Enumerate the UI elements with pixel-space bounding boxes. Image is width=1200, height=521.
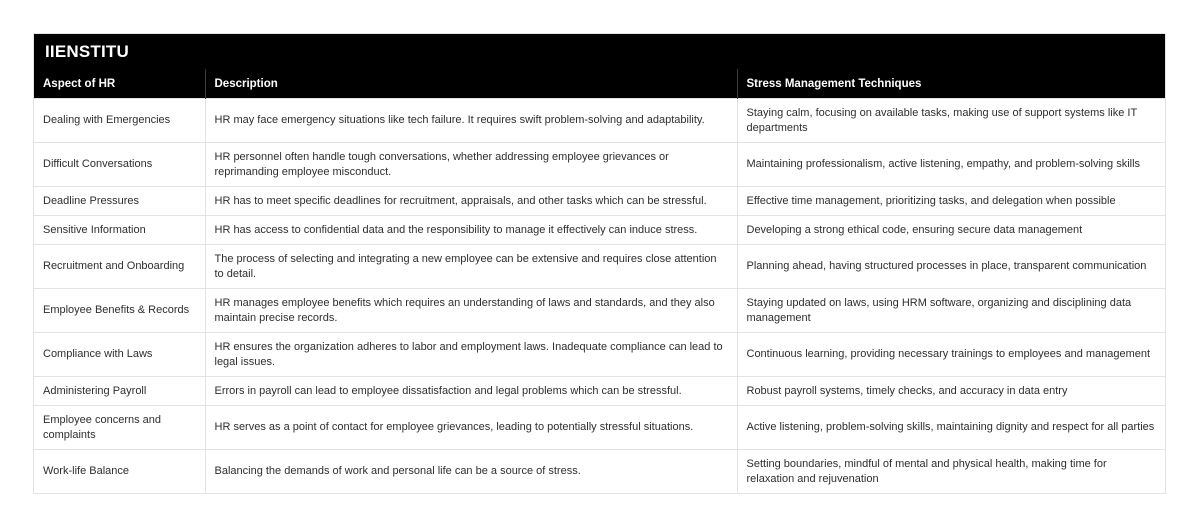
cell-techniques: Setting boundaries, mindful of mental and physical health, making time for relaxation and rejuvenation [737, 450, 1165, 494]
table-row [34, 450, 1165, 494]
table-row [34, 143, 1165, 187]
cell-description: The process of selecting and integrating a new employee can be extensive and requires close attention to detail. [205, 245, 737, 289]
header-techniques: Stress Management Techniques [737, 69, 1165, 99]
cell-techniques: Maintaining professionalism, active listening, empathy, and problem-solving skills [737, 143, 1165, 187]
cell-techniques: Developing a strong ethical code, ensuring secure data management [737, 216, 1165, 245]
table-row [34, 216, 1165, 245]
cell-techniques: Effective time management, prioritizing tasks, and delegation when possible [737, 187, 1165, 216]
header-row [34, 69, 1165, 99]
cell-description: HR has to meet specific deadlines for recruitment, appraisals, and other tasks which can be stressful. [205, 187, 737, 216]
brand-title: IIENSTITU [34, 34, 1165, 69]
cell-aspect: Compliance with Laws [34, 333, 205, 377]
cell-aspect: Administering Payroll [34, 377, 205, 406]
table-row [34, 99, 1165, 143]
cell-aspect: Employee concerns and complaints [34, 406, 205, 450]
header-aspect: Aspect of HR [34, 69, 205, 99]
cell-techniques: Staying updated on laws, using HRM software, organizing and disciplining data management [737, 289, 1165, 333]
cell-description: Errors in payroll can lead to employee dissatisfaction and legal problems which can be stressful. [205, 377, 737, 406]
table-row [34, 289, 1165, 333]
cell-techniques: Active listening, problem-solving skills, maintaining dignity and respect for all parties [737, 406, 1165, 450]
cell-description: Balancing the demands of work and personal life can be a source of stress. [205, 450, 737, 494]
header-description: Description [205, 69, 737, 99]
hr-stress-table [34, 69, 1165, 493]
cell-description: HR manages employee benefits which requires an understanding of laws and standards, and they also maintain precise records. [205, 289, 737, 333]
cell-aspect: Dealing with Emergencies [34, 99, 205, 143]
cell-aspect: Deadline Pressures [34, 187, 205, 216]
table-header [34, 69, 1165, 99]
table-row [34, 245, 1165, 289]
table-body [34, 99, 1165, 494]
cell-aspect: Work-life Balance [34, 450, 205, 494]
table-row [34, 406, 1165, 450]
hr-stress-table-card [33, 33, 1166, 494]
cell-description: HR serves as a point of contact for employee grievances, leading to potentially stressful situations. [205, 406, 737, 450]
cell-techniques: Continuous learning, providing necessary trainings to employees and management [737, 333, 1165, 377]
cell-aspect: Employee Benefits & Records [34, 289, 205, 333]
table-row [34, 333, 1165, 377]
cell-description: HR ensures the organization adheres to labor and employment laws. Inadequate compliance can lead to legal issues. [205, 333, 737, 377]
cell-techniques: Robust payroll systems, timely checks, and accuracy in data entry [737, 377, 1165, 406]
cell-description: HR personnel often handle tough conversations, whether addressing employee grievances or reprimanding employee misconduct. [205, 143, 737, 187]
cell-description: HR may face emergency situations like tech failure. It requires swift problem-solving and adaptability. [205, 99, 737, 143]
cell-techniques: Planning ahead, having structured processes in place, transparent communication [737, 245, 1165, 289]
cell-description: HR has access to confidential data and the responsibility to manage it effectively can induce stress. [205, 216, 737, 245]
cell-aspect: Sensitive Information [34, 216, 205, 245]
cell-techniques: Staying calm, focusing on available tasks, making use of support systems like IT departments [737, 99, 1165, 143]
table-row [34, 377, 1165, 406]
table-row [34, 187, 1165, 216]
cell-aspect: Recruitment and Onboarding [34, 245, 205, 289]
cell-aspect: Difficult Conversations [34, 143, 205, 187]
